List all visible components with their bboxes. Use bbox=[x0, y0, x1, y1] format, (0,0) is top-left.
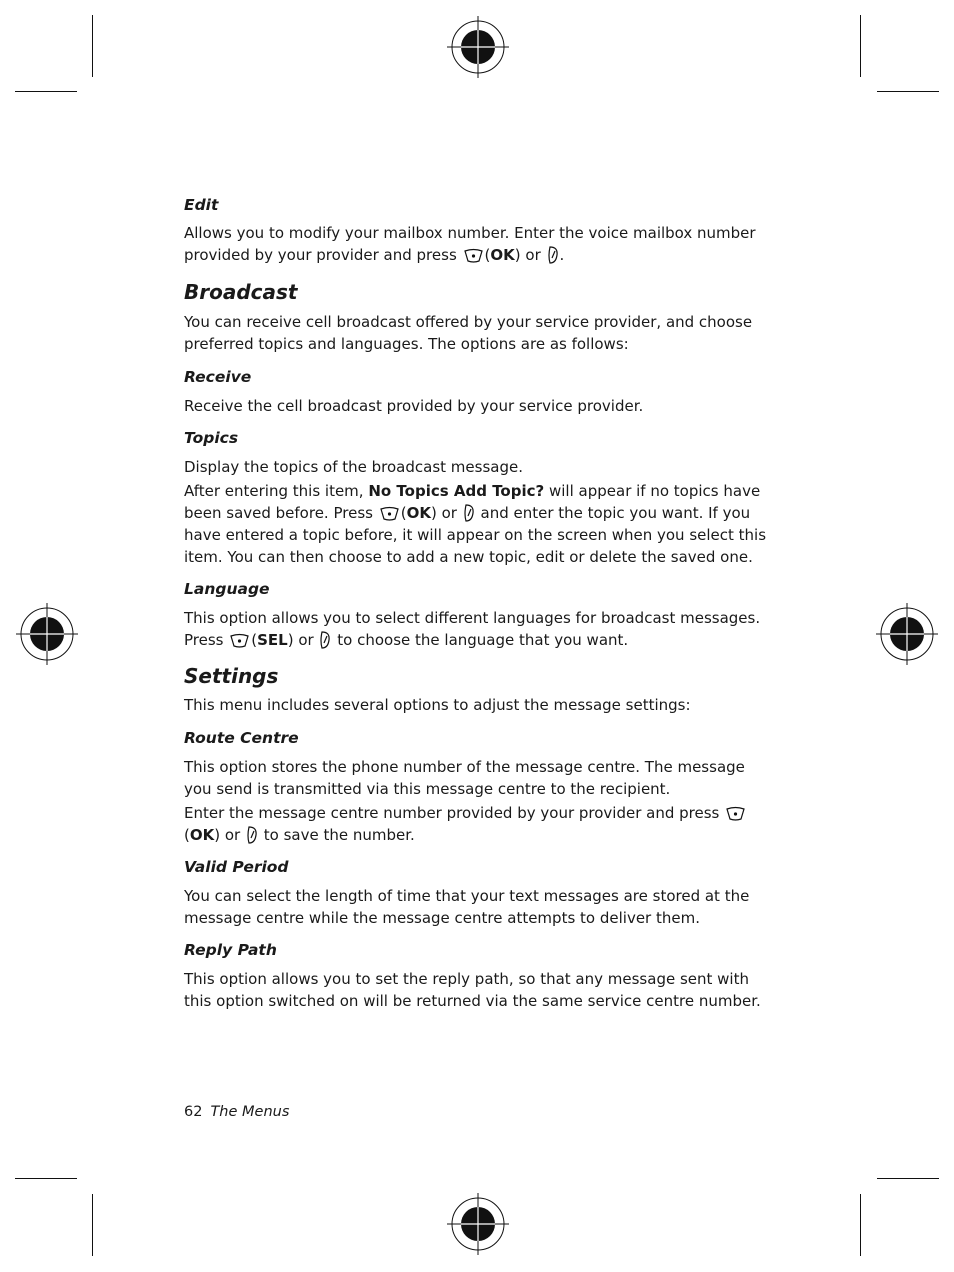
call-key-icon bbox=[463, 504, 475, 522]
route-centre-text-2a: Enter the message centre number provided by your provider and press bbox=[184, 804, 720, 822]
crop-mark bbox=[15, 91, 77, 92]
route-centre-text-2b: to save the number. bbox=[263, 826, 415, 844]
route-centre-heading: Route Centre bbox=[184, 729, 299, 747]
settings-heading: Settings bbox=[184, 664, 279, 688]
crop-mark bbox=[877, 91, 939, 92]
registration-mark-icon bbox=[447, 16, 509, 78]
receive-text: Receive the cell broadcast provided by your service provider. bbox=[184, 397, 644, 415]
page-number: 62 bbox=[184, 1104, 203, 1120]
page-footer bbox=[184, 1102, 289, 1122]
broadcast-heading: Broadcast bbox=[184, 280, 298, 304]
ok-open-paren: ( bbox=[184, 826, 190, 844]
ok-label: OK bbox=[189, 826, 215, 844]
sel-open-paren: ( bbox=[251, 631, 258, 649]
route-centre-text-2 bbox=[184, 802, 774, 846]
broadcast-intro: You can receive cell broadcast offered by your service provider, and choose preferred topics and languages. The options are as follows: bbox=[184, 313, 753, 353]
topics-text-2c: and enter the topic you want. If you have entered a topic before, it will appear on the screen when you select this item. You can then choose to add a new topic, edit or delete the saved one. bbox=[184, 504, 767, 566]
registration-mark-icon bbox=[16, 603, 78, 665]
ok-label: OK bbox=[406, 504, 431, 522]
topics-text-2b: will appear if no topics have been saved before. Press bbox=[184, 482, 761, 522]
call-key-icon bbox=[319, 631, 331, 649]
crop-mark bbox=[877, 1178, 939, 1179]
call-key-icon bbox=[246, 826, 258, 844]
settings-intro: This menu includes several options to adjust the message settings: bbox=[184, 696, 691, 714]
edit-heading: Edit bbox=[184, 196, 219, 214]
language-heading: Language bbox=[184, 580, 270, 598]
menu-key-icon bbox=[229, 633, 250, 649]
no-topics-prompt: No Topics Add Topic? bbox=[368, 482, 545, 500]
edit-text-end: . bbox=[559, 246, 565, 264]
ok-label: OK bbox=[490, 246, 515, 264]
crop-mark bbox=[92, 1194, 93, 1256]
ok-close-or: ) or bbox=[430, 504, 457, 522]
topics-text-2a: After entering this item, bbox=[184, 482, 364, 500]
crop-mark bbox=[860, 15, 861, 77]
crop-mark bbox=[15, 1178, 77, 1179]
sel-close-or: ) or bbox=[287, 631, 314, 649]
topics-heading: Topics bbox=[184, 429, 239, 447]
receive-heading: Receive bbox=[184, 368, 252, 386]
ok-open-paren: ( bbox=[484, 246, 491, 264]
language-text bbox=[184, 607, 774, 651]
route-centre-text-1: This option stores the phone number of the message centre. The message you send is transmitted via this message centre to the recipient. bbox=[184, 758, 745, 798]
reply-path-heading: Reply Path bbox=[184, 941, 277, 959]
topics-text-1: Display the topics of the broadcast message. bbox=[184, 458, 523, 476]
ok-close-or: ) or bbox=[214, 826, 241, 844]
crop-mark bbox=[860, 1194, 861, 1256]
registration-mark-icon bbox=[447, 1193, 509, 1255]
page-content bbox=[184, 194, 774, 1012]
menu-key-icon bbox=[725, 806, 746, 822]
edit-text-body: Allows you to modify your mailbox number. Enter the voice mailbox number provided by your provider and press bbox=[184, 224, 756, 264]
language-text-b: to choose the language that you want. bbox=[337, 631, 629, 649]
edit-text bbox=[184, 222, 774, 266]
menu-key-icon bbox=[463, 248, 484, 264]
ok-close-or: ) or bbox=[514, 246, 541, 264]
menu-key-icon bbox=[379, 506, 400, 522]
valid-period-text: You can select the length of time that your text messages are stored at the message centre while the message centre attempts to deliver them. bbox=[184, 887, 750, 927]
topics-text-2 bbox=[184, 480, 774, 568]
registration-mark-icon bbox=[876, 603, 938, 665]
crop-mark bbox=[92, 15, 93, 77]
ok-open-paren: ( bbox=[400, 504, 407, 522]
reply-path-text: This option allows you to set the reply path, so that any message sent with this option switched on will be returned via the same service centre number. bbox=[184, 970, 761, 1010]
language-text-a: This option allows you to select different languages for broadcast messages. Press bbox=[184, 609, 761, 649]
call-key-icon bbox=[547, 246, 559, 264]
valid-period-heading: Valid Period bbox=[184, 858, 289, 876]
footer-section-name: The Menus bbox=[210, 1104, 290, 1120]
sel-label: SEL bbox=[257, 631, 288, 649]
